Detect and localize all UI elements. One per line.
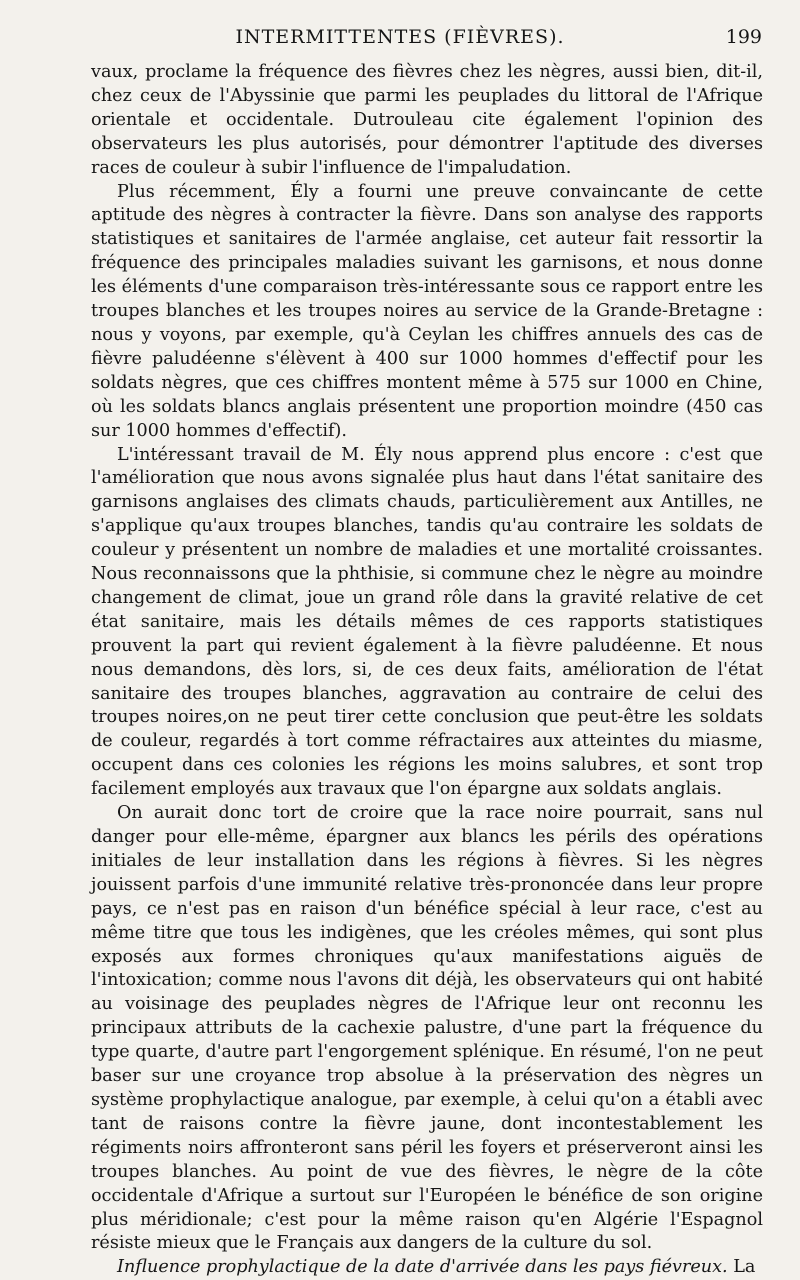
page-header	[0, 26, 800, 54]
section-text: La	[727, 1257, 756, 1278]
section-heading: Influence prophylactique de la date d'arrivée dans les pays fiévreux.	[117, 1257, 728, 1278]
paragraph-ely-work: L'intéressant travail de M. Ély nous apprend plus encore : c'est que l'amélioration que nous avons signalée plus haut dans l'état sanitaire des garnisons anglaises des climats chauds, particulièrement aux Antilles, ne s'applique qu'aux troupes blanches, tandis qu'au contraire les soldats de couleur y présentent un nombre de maladies et une mortalité croissantes. Nous reconnaissons que la phthisie, si commune chez le nègre au moindre changement de climat, joue un grand rôle dans la gravité relative de cet état sanitaire, mais les détails mêmes de ces rapports statistiques prouvent la part qui revient également à la fièvre paludéenne. Et nous nous demandons, dès lors, si, de ces deux faits, amélioration de l'état sanitaire des troupes blanches, aggravation au contraire de celui des troupes noires,on ne peut tirer cette conclusion que peut-être les soldats de couleur, regardés à tort comme réfractaires aux atteintes du miasme, occupent dans ces colonies les régions les moins salubres, et sont trop facilement employés aux travaux que l'on épargne aux soldats anglais.	[91, 444, 763, 800]
paragraph-conclusion: On aurait donc tort de croire que la race noire pourrait, sans nul danger pour elle-même, épargner aux blancs les périls des opérations initiales de leur installation dans les régions à fièvres. Si les nègres jouissent parfois d'une immunité relative très-prononcée dans leur propre pays, ce n'est pas en raison d'un bénéfice spécial à leur race, c'est au même titre que tous les indigènes, que les créoles mêmes, qui sont plus exposés aux formes chroniques qu'aux manifestations aiguës de l'intoxication; comme nous l'avons dit déjà, les observateurs qui ont habité au voisinage des peuplades nègres de l'Afrique leur ont reconnu les principaux attributs de la cachexie palustre, d'une part la fréquence du type quarte, d'autre part l'engorgement splénique. En résumé, l'on ne peut baser sur une croyance trop absolue à la préservation des nègres un système prophylactique analogue, par exemple, à celui qu'on a établi avec tant de raisons contre la fièvre jaune, dont incontestablement les régiments noirs affronteront sans péril les foyers et préserveront ainsi les troupes blanches. Au point de vue des fièvres, le nègre de la côte occidentale d'Afrique a surtout sur l'Européen le bénéfice de son origine plus méridionale; c'est pour la même raison qu'en Algérie l'Espagnol résiste mieux que le Français aux dangers de la culture du sol.	[91, 803, 763, 1254]
paragraph-continuation: vaux, proclame la fréquence des fièvres chez les nègres, aussi bien, dit-il, chez ceux de l'Abyssinie que parmi les peuplades du littoral de l'Afrique orientale et occidentale. Dutrouleau cite également l'opinion des observateurs les plus autorisés, pour démontrer l'aptitude des diverses races de couleur à subir l'influence de l'impaludation.	[91, 62, 763, 178]
page-number: 199	[725, 26, 762, 48]
paragraph-ely-evidence: Plus récemment, Ély a fourni une preuve convaincante de cette aptitude des nègres à contracter la fièvre. Dans son analyse des rapports statistiques et sanitaires de l'armée anglaise, cet auteur fait ressortir la fréquence des principales maladies suivant les garnisons, et nous donne les éléments d'une comparaison très-intéressante sous ce rapport entre les troupes blanches et les troupes noires au service de la Grande-Bretagne : nous y voyons, par exemple, qu'à Ceylan les chiffres annuels des cas de fièvre paludéenne s'élèvent à 400 sur 1000 hommes d'effectif pour les soldats nègres, que ces chiffres montent même à 575 sur 1000 en Chine, où les soldats blancs anglais présentent une proportion moindre (450 cas sur 1000 hommes d'effectif).	[91, 181, 763, 441]
body-text	[91, 61, 763, 1280]
running-title: INTERMITTENTES (FIÈVRES).	[235, 26, 565, 48]
paragraph-section-start	[91, 1256, 763, 1280]
